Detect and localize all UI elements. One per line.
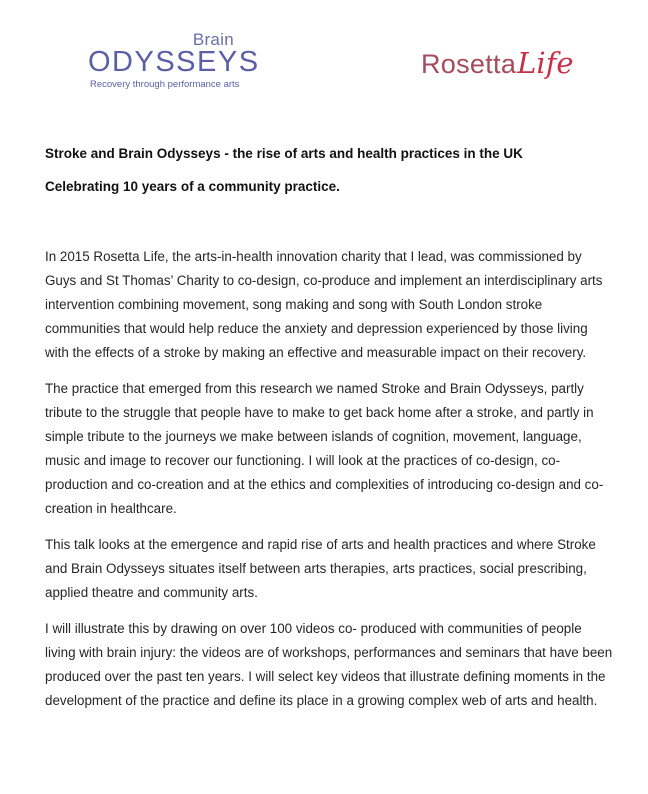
document-body: [45, 245, 615, 725]
body-paragraph-4: I will illustrate this by drawing on over 100 videos co- produced with communities of people living with brain injury: the videos are of workshops, performances and seminars that have been produced over the past ten years. I will select key videos that illustrate defining moments in the development of the practice and define its place in a growing complex web of arts and health.: [45, 621, 613, 708]
brain-odysseys-logo: [88, 30, 258, 92]
body-paragraph-3: This talk looks at the emergence and rapid rise of arts and health practices and where Stroke and Brain Odysseys situates itself between arts therapies, arts practices, social prescribing, applied theatre and community arts.: [45, 537, 596, 600]
document-title: Stroke and Brain Odysseys - the rise of arts and health practices in the UK: [45, 146, 523, 161]
body-paragraph-2: The practice that emerged from this research we named Stroke and Brain Odysseys, partly tribute to the struggle that people have to make to get back home after a stroke, and partly in simple tribute to the journeys we make between islands of cognition, movement, language, music and image to recover our functioning. I will look at the practices of co-design, co-production and co-creation and at the ethics and complexities of introducing co-design and co-creation in healthcare.: [45, 381, 604, 516]
rosetta-life-logo: [421, 46, 591, 92]
body-paragraph-1: In 2015 Rosetta Life, the arts-in-health innovation charity that I lead, was commissioned by Guys and St Thomas’ Charity to co-design, co-produce and implement an interdisciplinary arts intervention combining movement, song making and song with South London stroke communities that would help reduce the anxiety and depression experienced by those living with the effects of a stroke by making an effective and measurable impact on their recovery.: [45, 249, 603, 360]
logo-life-word: Life: [517, 46, 574, 80]
logo-brain-word: Brain: [192, 30, 234, 49]
logo-rosetta-word: Rosetta: [421, 49, 517, 79]
document-subtitle: Celebrating 10 years of a community practice.: [45, 179, 340, 194]
logo-odysseys-word: ODYSSEYS: [88, 46, 260, 78]
logo-tagline: Recovery through performance arts: [90, 79, 240, 90]
